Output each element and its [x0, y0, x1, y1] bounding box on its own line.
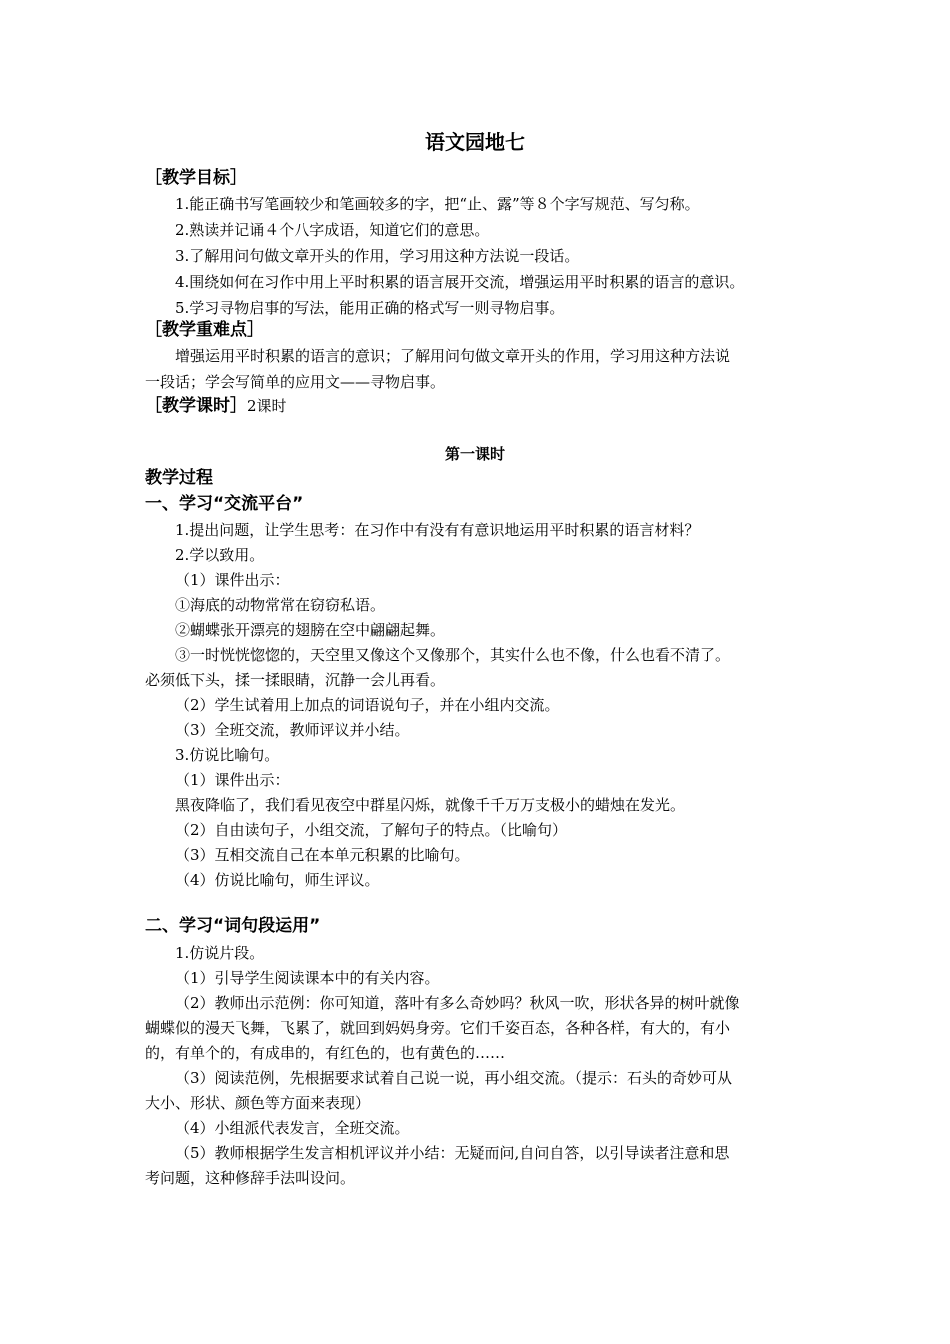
lesson-title: 第一课时 — [444, 445, 505, 463]
section1-line: ②蝴蝶张开漂亮的翅膀在空中翩翩起舞。 — [175, 621, 446, 639]
section2-line: （3）阅读范例，先根据要求试着自己说一说，再小组交流。（提示：石头的奇妙可从 — [175, 1069, 733, 1087]
key-points-line: 增强运用平时积累的语言的意识；了解用问句做文章开头的作用，学习用这种方法说 — [175, 347, 731, 365]
page-title: 语文园地七 — [425, 130, 525, 154]
hours-row — [0, 396, 950, 416]
section1-line: （4）仿说比喻句，师生评议。 — [175, 871, 380, 889]
section2-line: 的，有单个的，有成串的，有红色的，也有黄色的…… — [145, 1044, 506, 1062]
hours-heading: ［教学课时］ — [145, 396, 247, 416]
section2-line: （2）教师出示范例：你可知道，落叶有多么奇妙吗？秋风一吹，形状各异的树叶就像 — [175, 994, 740, 1012]
section1-line: （2）学生试着用上加点的词语说句子，并在小组内交流。 — [175, 696, 560, 714]
key-points-line: 一段话；学会写简单的应用文——寻物启事。 — [145, 373, 446, 391]
section2-line: （5）教师根据学生发言相机评议并小结：无疑而问,自问自答，以引导读者注意和思 — [175, 1144, 730, 1162]
objective-item: 2.熟读并记诵４个八字成语，知道它们的意思。 — [175, 221, 490, 239]
section1-line: 2.学以致用。 — [175, 546, 265, 564]
section1-line: ①海底的动物常常在窃窃私语。 — [175, 596, 386, 614]
section1-line: 1.提出问题，让学生思考：在习作中有没有有意识地运用平时积累的语言材料？ — [175, 521, 700, 539]
section1-line: （3）互相交流自己在本单元积累的比喻句。 — [175, 846, 470, 864]
section1-line: 黑夜降临了，我们看见夜空中群星闪烁，就像千千万万支极小的蜡烛在发光。 — [175, 796, 686, 814]
section1-line: （2）自由读句子，小组交流，了解句子的特点。（比喻句） — [175, 821, 568, 839]
section2-heading: 二、学习“词句段运用” — [145, 916, 321, 936]
section2-line: （4）小组派代表发言，全班交流。 — [175, 1119, 410, 1137]
section1-line: （1）课件出示： — [175, 771, 290, 789]
section2-line: 1.仿说片段。 — [175, 944, 265, 962]
section2-line: （1）引导学生阅读课本中的有关内容。 — [175, 969, 440, 987]
section1-line: （3）全班交流，教师评议并小结。 — [175, 721, 410, 739]
key-points-heading: ［教学重难点］ — [145, 320, 264, 340]
hours-value: 2课时 — [247, 397, 287, 415]
objectives-heading: ［教学目标］ — [145, 168, 247, 188]
section1-line: 必须低下头，揉一揉眼睛，沉静一会儿再看。 — [145, 671, 446, 689]
section1-line: 3.仿说比喻句。 — [175, 746, 280, 764]
section2-line: 考问题，这种修辞手法叫设问。 — [145, 1169, 356, 1187]
objective-item: 4.围绕如何在习作中用上平时积累的语言展开交流，增强运用平时积累的语言的意识。 — [175, 273, 745, 291]
section1-line: ③一时恍恍惚惚的，天空里又像这个又像那个，其实什么也不像，什么也看不清了。 — [175, 646, 731, 664]
objective-item: 1.能正确书写笔画较少和笔画较多的字，把“止、露”等８个字写规范、写匀称。 — [175, 195, 700, 213]
section2-line: 大小、形状、颜色等方面来表现） — [145, 1094, 371, 1112]
section1-line: （1）课件出示： — [175, 571, 290, 589]
section2-line: 蝴蝶似的漫天飞舞，飞累了，就回到妈妈身旁。它们千姿百态，各种各样，有大的，有小 — [145, 1019, 731, 1037]
process-heading: 教学过程 — [145, 468, 213, 488]
section1-heading: 一、学习“交流平台” — [145, 494, 304, 514]
objective-item: 5.学习寻物启事的写法，能用正确的格式写一则寻物启事。 — [175, 299, 565, 317]
objective-item: 3.了解用问句做文章开头的作用，学习用这种方法说一段话。 — [175, 247, 580, 265]
